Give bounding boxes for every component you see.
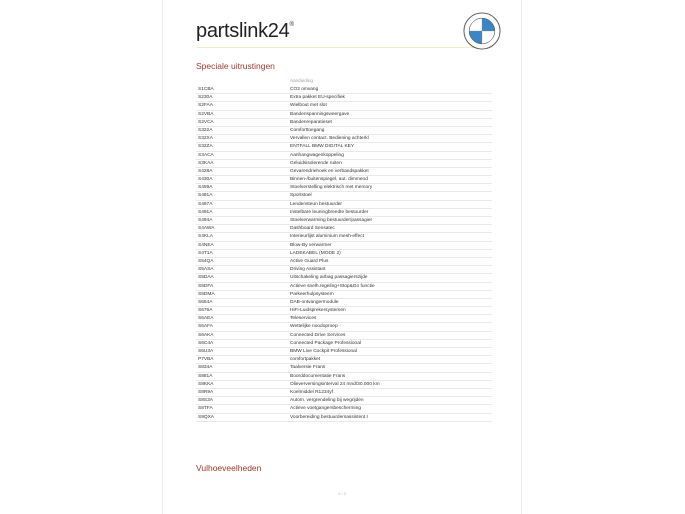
option-code: S6U3A	[198, 349, 214, 354]
table-row	[196, 389, 492, 397]
option-code: S8TFA	[198, 406, 213, 412]
option-description: CO2 omvang	[290, 87, 319, 92]
option-code: S8KKA	[198, 381, 214, 387]
option-description: ENTFALL BMW DIGITAL KEY	[290, 144, 355, 150]
table-row	[196, 266, 492, 274]
option-code: S4KLA	[198, 234, 213, 240]
logo-number: 24	[267, 20, 290, 42]
table-row	[196, 307, 492, 315]
option-code: S3KAA	[198, 160, 214, 166]
option-description: BMW Live Cockpit Professional	[290, 349, 357, 354]
option-code: S430A	[198, 177, 213, 183]
table-row	[196, 332, 492, 340]
section-title: Speciale uitrustingen	[196, 61, 275, 71]
table-row	[196, 201, 492, 209]
page-number: 2 / 3	[338, 491, 346, 496]
table-row	[196, 356, 492, 364]
table-row	[196, 135, 492, 143]
option-description: Wielbout met slot	[290, 103, 327, 109]
option-description: Driving Assistant	[290, 267, 326, 273]
table-row	[196, 381, 492, 389]
option-description: Actieve voetgangersbescherming	[290, 406, 361, 412]
table-row	[196, 242, 492, 250]
option-description: Active Guard Plus	[290, 258, 329, 264]
option-code: S2VCA	[198, 119, 214, 125]
option-description: Comforttoegang	[290, 127, 325, 133]
option-code: S654A	[198, 299, 213, 305]
table-row	[196, 225, 492, 233]
option-code: S481A	[198, 193, 213, 199]
option-code: S1CBA	[198, 87, 214, 92]
option-description: comfortpakket	[290, 357, 321, 363]
option-description: Geluidsisolerende ruiten	[290, 160, 342, 166]
option-description: Actieve snelh.regeling+Stop&Go functie	[290, 283, 375, 289]
option-code: S32ZA	[198, 144, 213, 150]
option-description: Autom. vergrendeling bij wegrijden	[290, 398, 364, 404]
option-code: P7VBA	[198, 357, 214, 363]
table-row	[196, 315, 492, 323]
table-row	[196, 283, 492, 291]
option-description: Voorbereiding bestuurdersassistent I	[290, 414, 368, 420]
option-code: S5ASA	[198, 267, 214, 273]
table-row	[196, 348, 492, 356]
option-description: Binnen-/buitenspiegel, aut. dimmend	[290, 177, 368, 183]
logo-text: partslink	[196, 20, 268, 42]
option-code: S834A	[198, 365, 213, 371]
option-description: DAB-ontvangermodule	[290, 299, 339, 305]
table-row	[196, 405, 492, 413]
option-description: Blow-By verwarmer	[290, 242, 332, 248]
option-code: S487A	[198, 201, 213, 207]
option-description: Sportstoel	[290, 193, 312, 199]
option-description: Connected Package Professional	[290, 340, 361, 346]
table-row	[196, 111, 492, 119]
option-code: S8R9A	[198, 389, 214, 395]
table-row	[196, 233, 492, 241]
equipment-table	[196, 86, 492, 422]
option-code: S4AWA	[198, 226, 215, 232]
option-code: S9QXA	[198, 414, 214, 420]
table-row	[196, 217, 492, 225]
header-divider	[196, 47, 492, 48]
option-description: LADEKABEL (MODE 2)	[290, 250, 341, 256]
option-description: Bandenspanningsweergave	[290, 111, 350, 117]
option-code: S322A	[198, 127, 213, 133]
option-code: S676A	[198, 308, 213, 314]
option-code: S4NEA	[198, 242, 214, 248]
option-code: S32XA	[198, 136, 213, 142]
option-description: Dashboard Sensatec	[290, 226, 335, 232]
table-row	[196, 299, 492, 307]
table-row	[196, 86, 492, 94]
table-row	[196, 364, 492, 372]
table-row	[196, 291, 492, 299]
option-description: Koelmiddel R1234yf	[290, 389, 333, 395]
option-code: S230A	[198, 95, 213, 101]
section-title-fill-quantities: Vulhoeveelheden	[196, 463, 262, 473]
option-code: S494A	[198, 218, 213, 223]
table-row	[196, 102, 492, 110]
option-description: Wettelijke noodoproep	[290, 324, 338, 330]
option-code: S2FAA	[198, 103, 213, 109]
bmw-roundel-logo	[463, 12, 501, 50]
option-description: Instelbare leuningbreedte bestuurder	[290, 209, 369, 215]
option-description: Gevarendriehoek en verbandspakket	[290, 168, 369, 174]
option-code: S3ACA	[198, 152, 214, 158]
option-description: Extra pakket EU-specifiek	[290, 95, 345, 101]
option-description: Boorddocumentatie Frans	[290, 373, 346, 379]
option-description: Bandenreparatieset	[290, 119, 332, 125]
option-description: Stoelverwarming bestuurder/passagier	[290, 218, 373, 223]
table-row	[196, 184, 492, 192]
table-row	[196, 127, 492, 135]
table-row	[196, 274, 492, 282]
option-description: Parkeerhulpsysteem	[290, 291, 334, 297]
option-description: Taalversie Frans	[290, 365, 326, 371]
table-row	[196, 323, 492, 331]
logo-mark: ®	[289, 22, 294, 28]
option-code: S6AEA	[198, 316, 214, 322]
option-code: S428A	[198, 168, 213, 174]
option-description: Vervallen contact. Bediening achterkl	[290, 136, 369, 142]
option-code: S459A	[198, 185, 213, 191]
option-description: Interieurlijst aluminium mesh-effect	[290, 234, 365, 240]
option-code: S881A	[198, 373, 213, 379]
table-row	[196, 258, 492, 266]
table-row	[196, 160, 492, 168]
option-description: Teleservices	[290, 316, 317, 322]
table-row	[196, 168, 492, 176]
option-description: Lendensteun bestuurder	[290, 201, 343, 207]
option-code: S4T1A	[198, 250, 213, 256]
option-code: S8S3A	[198, 398, 213, 404]
option-description: Olieverversingsinterval 24 mnd/30.000 km	[290, 381, 380, 387]
option-code: S5DMA	[198, 291, 215, 297]
option-code: S5DFA	[198, 283, 214, 289]
table-row	[196, 209, 492, 217]
table-row	[196, 340, 492, 348]
partslink-logo	[196, 20, 294, 43]
option-code: S2VBA	[198, 111, 214, 117]
option-code: S5DAA	[198, 275, 214, 281]
option-description: Connected Drive Services	[290, 332, 346, 338]
option-description: HiFi-Luidsprekersystemen	[290, 308, 346, 314]
table-row	[196, 250, 492, 258]
table-row	[196, 192, 492, 200]
option-description: Uitschakeling airbag passagierszijde	[290, 275, 368, 281]
option-code: S491A	[198, 209, 213, 215]
table-row	[196, 414, 492, 422]
table-row	[196, 119, 492, 127]
option-code: S6AKA	[198, 332, 214, 338]
column-header: Aanduiding	[290, 78, 313, 83]
table-row	[196, 373, 492, 381]
table-row	[196, 152, 492, 160]
table-row	[196, 94, 492, 102]
option-code: S54QA	[198, 258, 214, 264]
option-description: Stoelverstelling elektrisch met memory	[290, 185, 373, 191]
option-description: Aanhangwagenkoppeling	[290, 152, 344, 158]
option-code: S6AFA	[198, 324, 213, 330]
table-row	[196, 176, 492, 184]
document-page	[162, 0, 522, 514]
table-row	[196, 143, 492, 151]
option-code: S6C4A	[198, 340, 214, 346]
table-row	[196, 397, 492, 405]
